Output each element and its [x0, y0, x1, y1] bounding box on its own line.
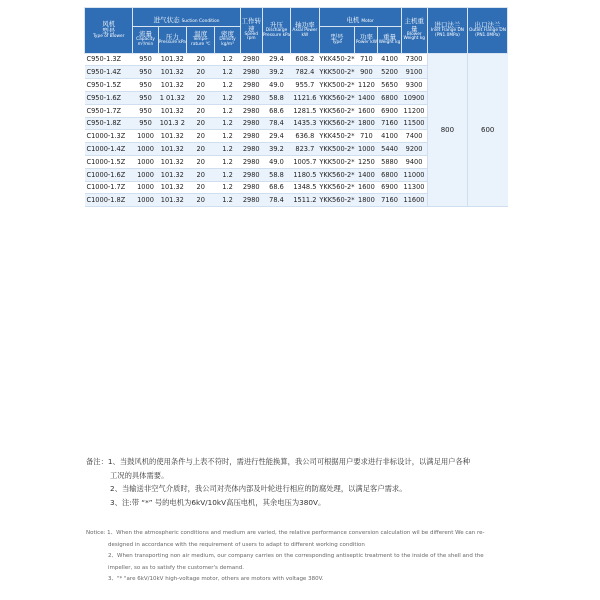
cell-motor-weight: 5200 [378, 66, 401, 79]
cell-discharge-pressure: 49.0 [262, 79, 290, 92]
cell-motor-power: 1800 [355, 194, 378, 207]
header-motor-weight: 重量 Weight kg [378, 26, 401, 53]
cell-flow: 950 [133, 104, 158, 117]
cell-motor-power: 1400 [355, 91, 378, 104]
cell-pressure: 101.32 [158, 104, 186, 117]
cell-motor-weight: 5440 [378, 143, 401, 156]
cell-shaft-power: 636.8 [291, 130, 319, 143]
cell-speed: 2980 [240, 79, 262, 92]
cell-flow: 950 [133, 117, 158, 130]
cell-speed: 2980 [240, 104, 262, 117]
cell-main-weight: 11300 [401, 181, 427, 194]
header-flow: 流量 Capacity m³/min [133, 26, 158, 53]
header-rise: 升压 Discharge Pressure kPa [262, 8, 290, 54]
cell-discharge-pressure: 78.4 [262, 194, 290, 207]
cell-motor-weight: 6900 [378, 104, 401, 117]
cell-density: 1.2 [215, 168, 240, 181]
cell-motor-weight: 6800 [378, 91, 401, 104]
cell-flow: 1000 [133, 181, 158, 194]
cell-temperature: 20 [187, 117, 215, 130]
cell-motor-power: 1600 [355, 181, 378, 194]
cell-discharge-pressure: 78.4 [262, 117, 290, 130]
note-en-1: Notice: 1、When the atmospheric conditions and medium are varied, the relative performance conversion calculation wil be different We can re- [86, 530, 485, 536]
cell-main-weight: 7400 [401, 130, 427, 143]
cell-model: C1000-1.8Z [85, 194, 133, 207]
cell-density: 1.2 [215, 194, 240, 207]
cell-pressure: 101.32 [158, 130, 186, 143]
header-shaft-power: 轴功率 Axial Power kW [291, 8, 319, 54]
cell-main-weight: 7300 [401, 53, 427, 66]
cell-model: C1000-1.7Z [85, 181, 133, 194]
cell-motor-type: YKK450-2* [319, 53, 355, 66]
cell-temperature: 20 [187, 194, 215, 207]
header-motor-type: 型号 Type [319, 26, 355, 53]
cell-temperature: 20 [187, 104, 215, 117]
cell-motor-weight: 5880 [378, 155, 401, 168]
cell-temperature: 20 [187, 130, 215, 143]
cell-motor-type: YKK500-2* [319, 155, 355, 168]
cell-discharge-pressure: 39.2 [262, 143, 290, 156]
cell-model: C1000-1.3Z [85, 130, 133, 143]
cell-motor-power: 900 [355, 66, 378, 79]
note-en-3: 3、"* "are 6kV/10kV high-voltage motor, others are motors with voltage 380V. [108, 576, 324, 582]
cell-pressure: 101.32 [158, 53, 186, 66]
header-pressure: 压力 Pressure kPa [158, 26, 186, 53]
cell-motor-weight: 5650 [378, 79, 401, 92]
cell-shaft-power: 1348.5 [291, 181, 319, 194]
header-model: 风机 型号 Type of Blower [85, 8, 133, 54]
cell-motor-type: YKK560-2* [319, 104, 355, 117]
cell-speed: 2980 [240, 66, 262, 79]
cell-density: 1.2 [215, 66, 240, 79]
cell-shaft-power: 823.7 [291, 143, 319, 156]
cell-motor-type: YKK560-2* [319, 181, 355, 194]
cell-flow: 950 [133, 66, 158, 79]
cell-speed: 2980 [240, 91, 262, 104]
table-body [85, 53, 508, 207]
cell-speed: 2980 [240, 155, 262, 168]
cell-density: 1.2 [215, 155, 240, 168]
cell-motor-power: 1250 [355, 155, 378, 168]
cell-flow: 950 [133, 79, 158, 92]
cell-speed: 2980 [240, 143, 262, 156]
cell-model: C1000-1.5Z [85, 155, 133, 168]
cell-discharge-pressure: 58.8 [262, 168, 290, 181]
cell-motor-weight: 4100 [378, 53, 401, 66]
cell-flow: 950 [133, 53, 158, 66]
cell-motor-type: YKK560-2* [319, 168, 355, 181]
cell-temperature: 20 [187, 143, 215, 156]
cell-main-weight: 9100 [401, 66, 427, 79]
header-suction: 进气状态 Suction Condition [133, 8, 240, 27]
cell-flow: 1000 [133, 155, 158, 168]
note-en-2-cont: impeller, so as to satisfy the customer's demand. [108, 564, 244, 571]
cell-speed: 2980 [240, 117, 262, 130]
cell-motor-type: YKK450-2* [319, 130, 355, 143]
cell-discharge-pressure: 49.0 [262, 155, 290, 168]
cell-main-weight: 11000 [401, 168, 427, 181]
cell-motor-type: YKK500-2* [319, 79, 355, 92]
cell-pressure: 101.32 [158, 66, 186, 79]
cell-pressure: 101.32 [158, 194, 186, 207]
cell-temperature: 20 [187, 79, 215, 92]
note-en-1-cont: designed in accordance with the requirement of users to adapt to different working condition [108, 541, 365, 548]
cell-temperature: 20 [187, 168, 215, 181]
cell-density: 1.2 [215, 181, 240, 194]
header-outlet-flange: 出口法兰 Outlet Flange DN (PN1.0MPa) [467, 8, 507, 54]
cell-pressure: 1 01.32 [158, 91, 186, 104]
notes-english [86, 528, 518, 586]
cell-model: C950-1.3Z [85, 53, 133, 66]
header-density: 密度 Density kg/m³ [215, 26, 240, 53]
cell-model: C950-1.8Z [85, 117, 133, 130]
cell-speed: 2980 [240, 53, 262, 66]
cell-temperature: 20 [187, 181, 215, 194]
cell-flow: 1000 [133, 194, 158, 207]
header-temperature: 温度 Tempe-rature ℃ [187, 26, 215, 53]
cell-density: 1.2 [215, 79, 240, 92]
cell-density: 1.2 [215, 104, 240, 117]
cell-speed: 2980 [240, 168, 262, 181]
cell-pressure: 101.32 [158, 181, 186, 194]
cell-motor-type: YKK560-2* [319, 194, 355, 207]
cell-density: 1.2 [215, 117, 240, 130]
cell-model: C1000-1.4Z [85, 143, 133, 156]
cell-shaft-power: 1005.7 [291, 155, 319, 168]
cell-main-weight: 11200 [401, 104, 427, 117]
cell-main-weight: 9400 [401, 155, 427, 168]
cell-shaft-power: 1511.2 [291, 194, 319, 207]
cell-motor-type: YKK560-2* [319, 91, 355, 104]
cell-pressure: 101.32 [158, 155, 186, 168]
header-motor-power: 功率 Power kW [355, 26, 378, 53]
cell-density: 1.2 [215, 130, 240, 143]
cell-inlet-dn: 800 [427, 53, 467, 207]
cell-motor-power: 710 [355, 130, 378, 143]
cell-temperature: 20 [187, 53, 215, 66]
cell-model: C1000-1.6Z [85, 168, 133, 181]
cell-main-weight: 9300 [401, 79, 427, 92]
cell-density: 1.2 [215, 53, 240, 66]
cell-discharge-pressure: 29.4 [262, 130, 290, 143]
cell-speed: 2980 [240, 181, 262, 194]
cell-temperature: 20 [187, 66, 215, 79]
cell-main-weight: 11500 [401, 117, 427, 130]
cell-model: C950-1.7Z [85, 104, 133, 117]
cell-flow: 1000 [133, 168, 158, 181]
cell-motor-power: 1000 [355, 143, 378, 156]
cell-motor-power: 1800 [355, 117, 378, 130]
cell-discharge-pressure: 39.2 [262, 66, 290, 79]
cell-pressure: 101.3 2 [158, 117, 186, 130]
cell-motor-type: YKK500-2* [319, 66, 355, 79]
note-cn-2: 2、当输送非空气介质时，我公司对壳体内部及叶轮进行相应的防腐处理，以满足客户需求。 [110, 484, 407, 493]
cell-outlet-dn: 600 [467, 53, 507, 207]
cell-discharge-pressure: 58.8 [262, 91, 290, 104]
cell-motor-type: YKK560-2* [319, 117, 355, 130]
cell-motor-power: 1400 [355, 168, 378, 181]
cell-motor-weight: 7160 [378, 117, 401, 130]
header-main-weight: 主机重量 Blower Weight kg [401, 8, 427, 54]
header-speed: 工作转速 Speed rpm [240, 8, 262, 54]
cell-model: C950-1.5Z [85, 79, 133, 92]
cell-model: C950-1.4Z [85, 66, 133, 79]
cell-main-weight: 9200 [401, 143, 427, 156]
cell-motor-power: 710 [355, 53, 378, 66]
cell-flow: 950 [133, 91, 158, 104]
cell-main-weight: 11600 [401, 194, 427, 207]
cell-shaft-power: 608.2 [291, 53, 319, 66]
cell-motor-weight: 4100 [378, 130, 401, 143]
cell-model: C950-1.6Z [85, 91, 133, 104]
cell-density: 1.2 [215, 143, 240, 156]
table-row [85, 53, 508, 66]
cell-main-weight: 10900 [401, 91, 427, 104]
cell-motor-type: YKK500-2* [319, 143, 355, 156]
cell-motor-weight: 6800 [378, 168, 401, 181]
cell-motor-weight: 6900 [378, 181, 401, 194]
cell-discharge-pressure: 29.4 [262, 53, 290, 66]
cell-shaft-power: 1281.5 [291, 104, 319, 117]
cell-shaft-power: 782.4 [291, 66, 319, 79]
cell-temperature: 20 [187, 91, 215, 104]
header-motor: 电机 Motor [319, 8, 401, 27]
cell-flow: 1000 [133, 143, 158, 156]
cell-pressure: 101.32 [158, 168, 186, 181]
cell-motor-power: 1600 [355, 104, 378, 117]
cell-discharge-pressure: 68.6 [262, 181, 290, 194]
cell-discharge-pressure: 68.6 [262, 104, 290, 117]
cell-speed: 2980 [240, 130, 262, 143]
cell-shaft-power: 1121.6 [291, 91, 319, 104]
cell-density: 1.2 [215, 91, 240, 104]
note-cn-3: 3、注:带 “*” 号的电机为6kV/10kV高压电机，其余电压为380V。 [110, 497, 326, 507]
cell-pressure: 101.32 [158, 143, 186, 156]
note-en-2: 2、When transporting non air medium, our company carries on the corresponding antiseptic treatment to the inside of the shell and the [108, 553, 484, 559]
cell-shaft-power: 955.7 [291, 79, 319, 92]
cell-shaft-power: 1435.3 [291, 117, 319, 130]
cell-temperature: 20 [187, 155, 215, 168]
cell-pressure: 101.32 [158, 79, 186, 92]
notes-chinese [86, 455, 516, 509]
cell-speed: 2980 [240, 194, 262, 207]
cell-flow: 1000 [133, 130, 158, 143]
header-inlet-flange: 进口法兰 Inlet Flange DN (PN1.0MPa) [427, 8, 467, 54]
specs-table [84, 7, 508, 207]
cell-motor-power: 1120 [355, 79, 378, 92]
note-cn-1: 备注：1、当鼓风机的使用条件与上表不符时，需进行性能换算，我公司可根据用户要求进行非标设计，以满足用户各种 [86, 457, 471, 466]
note-cn-1-cont: 工况的具体需要。 [110, 470, 169, 480]
cell-shaft-power: 1180.5 [291, 168, 319, 181]
cell-motor-weight: 7160 [378, 194, 401, 207]
